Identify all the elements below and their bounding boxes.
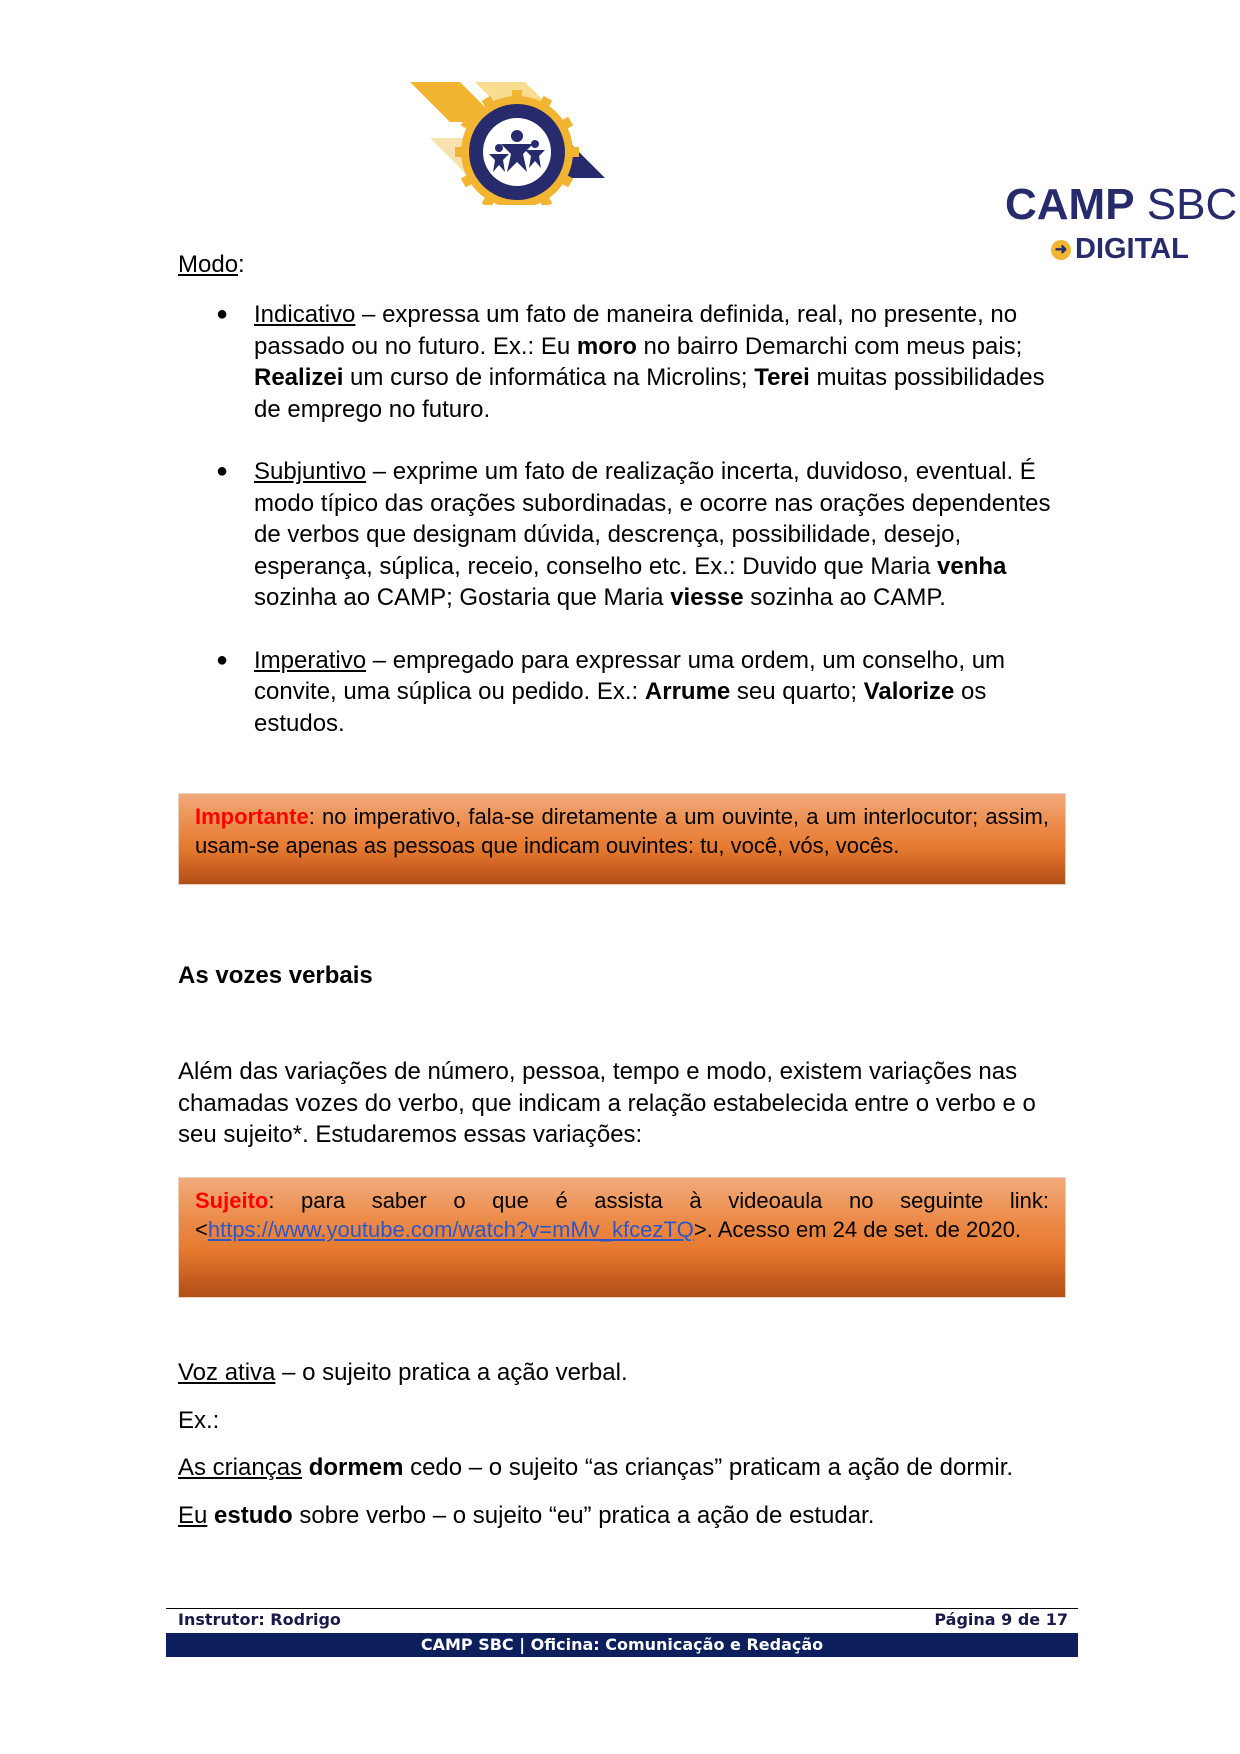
list-item-subjuntivo: ● Subjuntivo – exprime um fato de realização incerta, duvidoso, eventual. É modo típico das orações subordinadas, e ocorre nas orações dependentes de verbos que designam dúvida, descrença, possibilidade, desejo, esperança, súplica, receio, conselho etc. Ex.: Duvido que Maria venha sozinha ao CAMP; Gostaria que Maria viesse sozinha ao CAMP. <box>216 458 1051 611</box>
example-item: As crianças dormem cedo – o sujeito “as crianças” praticam a ação de dormir. <box>178 1454 1014 1481</box>
bullet-icon: ● <box>216 648 229 671</box>
footer-meta <box>178 1610 1068 1629</box>
term-subjuntivo: Subjuntivo <box>254 458 367 485</box>
note-importante: Importante: no imperativo, fala-se diretamente a um ouvinte, a um interlocutor; assim, usam-se apenas as pessoas que indicam ouvintes: tu, você, vós, vocês. <box>178 793 1066 885</box>
page-number: Página 9 de 17 <box>934 1610 1068 1629</box>
note-lead: Sujeito <box>195 1188 269 1213</box>
list-item-indicativo: ● Indicativo – expressa um fato de maneira definida, real, no presente, no passado ou no futuro. Ex.: Eu moro no bairro Demarchi com meus pais; Realizei um curso de informática na Microlins; Terei muitas possibilidades de emprego no futuro. <box>216 301 1045 423</box>
logo-subtitle: ➜ DIGITAL <box>1051 233 1189 266</box>
term-indicativo: Indicativo <box>254 301 356 328</box>
modo-section <box>178 249 1063 281</box>
bullet-icon: ● <box>216 303 229 325</box>
voz-ativa-definition: Voz ativa – o sujeito pratica a ação verbal. <box>178 1359 628 1386</box>
footer-divider <box>166 1608 1078 1609</box>
term-imperativo: Imperativo <box>254 646 367 674</box>
modo-label: Modo: <box>178 251 245 278</box>
example-label: Ex.: <box>178 1406 220 1434</box>
gear-seal-icon <box>405 80 605 205</box>
modo-list <box>178 299 1063 739</box>
note-lead: Importante <box>195 804 309 829</box>
footer-bar: CAMP SBC | Oficina: Comunicação e Redação <box>166 1633 1078 1657</box>
note-sujeito: Sujeito: para saber o que é assista à videoaula no seguinte link: <https://www.youtube.com/watch?v=mMv_kfcezTQ>. Acesso em 24 de set. de 2020. <box>178 1177 1066 1298</box>
logo-title: CAMP SBC <box>1005 180 1238 229</box>
vozes-intro: Além das variações de número, pessoa, tempo e modo, existem variações nas chamadas vozes do verbo, que indicam a relação estabelecida entre o verbo e o seu sujeito*. Estudaremos essas variações: <box>178 1058 1036 1148</box>
bullet-icon: ● <box>216 460 229 482</box>
instructor-label: Instrutor: Rodrigo <box>178 1610 341 1629</box>
example-item: Eu estudo sobre verbo – o sujeito “eu” pratica a ação de estudar. <box>178 1501 875 1529</box>
camp-sbc-logo <box>405 80 1238 265</box>
arrow-right-icon: ➜ <box>1051 240 1071 260</box>
youtube-link[interactable]: https://www.youtube.com/watch?v=mMv_kfcezTQ <box>207 1217 694 1242</box>
voz-ativa-section <box>178 1357 1063 1531</box>
section-heading: As vozes verbais <box>178 962 373 989</box>
list-item-imperativo: ● Imperativo – empregado para expressar uma ordem, um conselho, um convite, uma súplica ou pedido. Ex.: Arrume seu quarto; Valorize os estudos. <box>216 646 1006 737</box>
